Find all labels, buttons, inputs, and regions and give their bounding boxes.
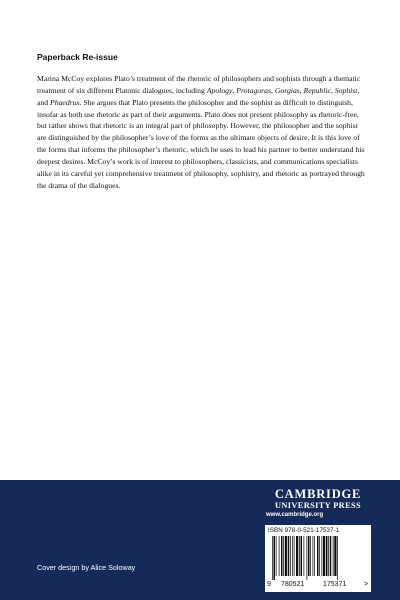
publisher-name: CAMBRIDGE [274,487,362,501]
publisher-subtitle: UNIVERSITY PRESS [274,501,362,510]
book-description: Marina McCoy explores Plato’s treatment of the rhetoric of philosophers and sophists through a thematic treatment of six different Platonic dialogues, including Apology, Protagoras, Gorgias, Republic, Sophist, and Phaedrus. She argues that Plato presents the philosopher and the sophist as difficult to distinguish, insofar as both use rhetoric as part of their arguments. Plato does not present philosophy as rhetoric-free, but rather shows that rhetoric is an integral part of philosophy. However, the philosopher and the sophist are distinguished by the philosopher’s love of the forms as the ultimate objects of desire. It is this love of the forms that informs the philosopher’s rhetoric, which he uses to lead his partner to better understand his deepest desires. McCoy’s work is of interest to philosophers, classicists, and communications specialists alike in its careful yet comprehensive treatment of philosophy, sophistry, and rhetoric as portrayed through the drama of the dialogues. [37,74,365,190]
publisher-url: www.cambridge.org [266,512,324,518]
barcode-end-mark: > [364,581,369,588]
barcode-digit-group-1: 780521 [281,581,305,588]
reissue-heading: Paperback Re-issue [37,52,118,62]
isbn-label: ISBN 978-0-521-17537-1 [268,527,340,534]
publisher-logo [263,488,373,520]
barcode-image [268,536,368,580]
isbn-barcode-panel [265,525,371,592]
barcode-first-digit: 9 [267,581,271,588]
barcode-digit-group-2: 175371 [323,581,347,588]
cover-design-credit: Cover design by Alice Soloway [37,563,136,572]
